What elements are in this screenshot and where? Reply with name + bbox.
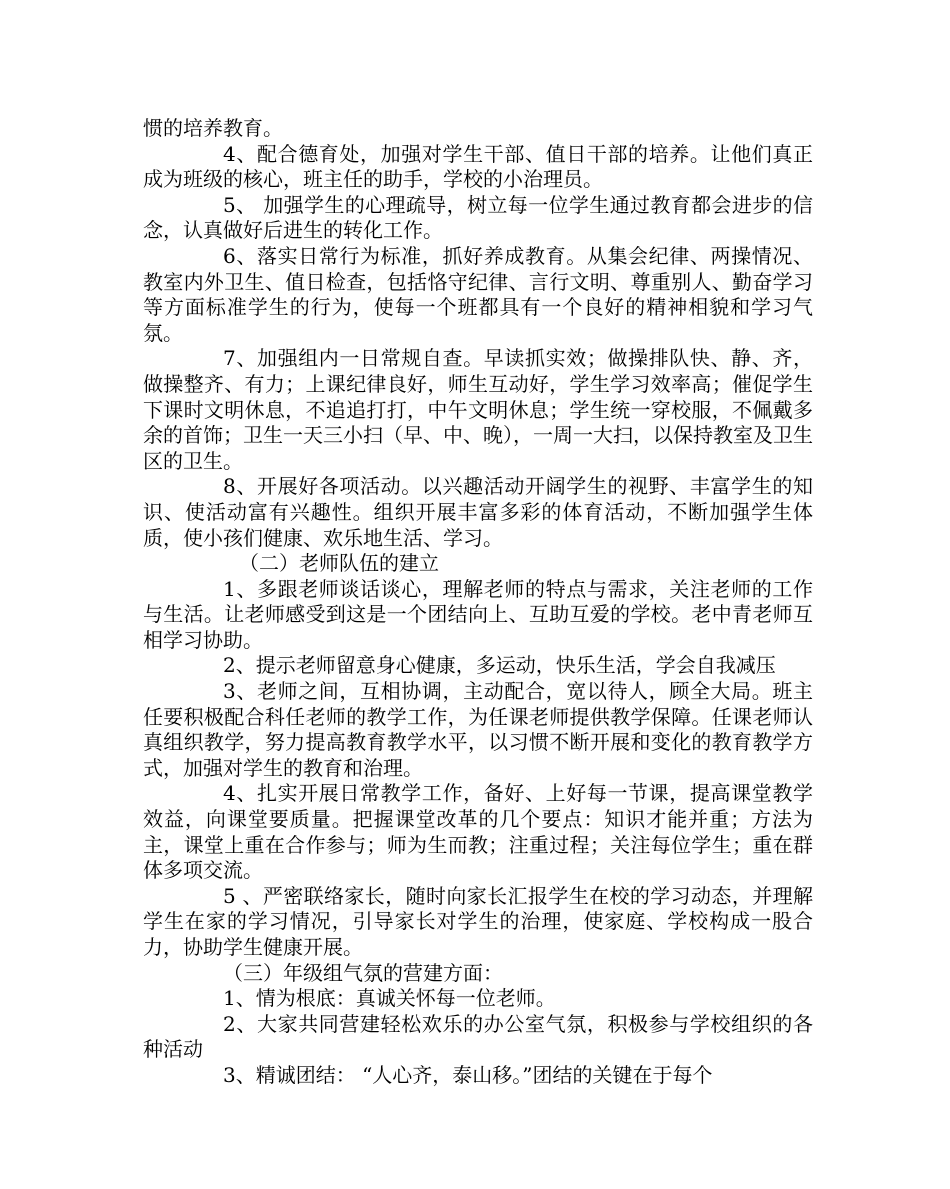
paragraph-15: 2、大家共同营建轻松欢乐的办公室气氛，积极参与学校组织的各种活动 (143, 1011, 813, 1062)
paragraph-9: 2、提示老师留意身心健康，多运动，快乐生活，学会自我减压 (223, 653, 776, 678)
paragraph-4: 6、落实日常行为标准，抓好养成教育。从集会纪律、两操情况、教室内外卫生、值日检查，包括恪守纪律、言行文明、尊重别人、勤奋学习等方面标准学生的行为，使每一个班都具有一个良好的精神相貌和学习气氛。 (143, 243, 813, 345)
paragraph-11: 4、扎实开展日常教学工作，备好、上好每一节课，提高课堂教学效益，向课堂要质量。把握课堂改革的几个要点：知识才能并重；方法为主，课堂上重在合作参与；师为生而教；注重过程；关注每位学生；重在群体多项交流。 (143, 781, 813, 883)
paragraph-3: 5、 加强学生的心理疏导，树立每一位学生通过教育都会进步的信念，认真做好后进生的转化工作。 (143, 192, 813, 243)
paragraph-2: 4、配合德育处，加强对学生干部、值日干部的培养。让他们真正成为班级的核心，班主任的助手，学校的小治理员。 (143, 141, 813, 192)
paragraph-12: 5 、严密联络家长，随时向家长汇报学生在校的学习动态，并理解学生在家的学习情况，引导家长对学生的治理，使家庭、学校构成一股合力，协助学生健康开展。 (143, 883, 813, 959)
paragraph-14: 1、情为根底：真诚关怀每一位老师。 (223, 986, 556, 1011)
section-heading-teacher-team: （二）老师队伍的建立 (239, 551, 439, 576)
document-body (143, 116, 813, 1089)
paragraph-5: 7、加强组内一日常规自查。早读抓实效；做操排队快、静、齐，做操整齐、有力；上课纪律良好，师生互动好，学生学习效率高；催促学生下课时文明休息，不追追打打，中午文明休息；学生统一穿校服，不佩戴多余的首饰；卫生一天三小扫（早、中、晚），一周一大扫，以保持教室及卫生区的卫生。 (143, 346, 813, 473)
section-heading-atmosphere: （三）年级组气氛的营建方面： (223, 960, 503, 985)
paragraph-16: 3、精诚团结： “人心齐，泰山移。”团结的关键在于每个 (223, 1062, 713, 1087)
paragraph-1: 惯的培养教育。 (143, 116, 283, 140)
paragraph-10: 3、老师之间，互相协调，主动配合，宽以待人，顾全大局。班主任要积极配合科任老师的教学工作，为任课老师提供教学保障。任课老师认真组织教学，努力提高教育教学水平，以习惯不断开展和变化的教育教学方式，加强对学生的教育和治理。 (143, 679, 813, 780)
paragraph-8: 1、多跟老师谈话谈心，理解老师的特点与需求，关注老师的工作与生活。让老师感受到这是一个团结向上、互助互爱的学校。老中青老师互相学习协助。 (143, 576, 813, 652)
paragraph-6: 8、开展好各项活动。以兴趣活动开阔学生的视野、丰富学生的知识、使活动富有兴趣性。组织开展丰富多彩的体育活动，不断加强学生体质，使小孩们健康、欢乐地生活、学习。 (143, 474, 813, 550)
